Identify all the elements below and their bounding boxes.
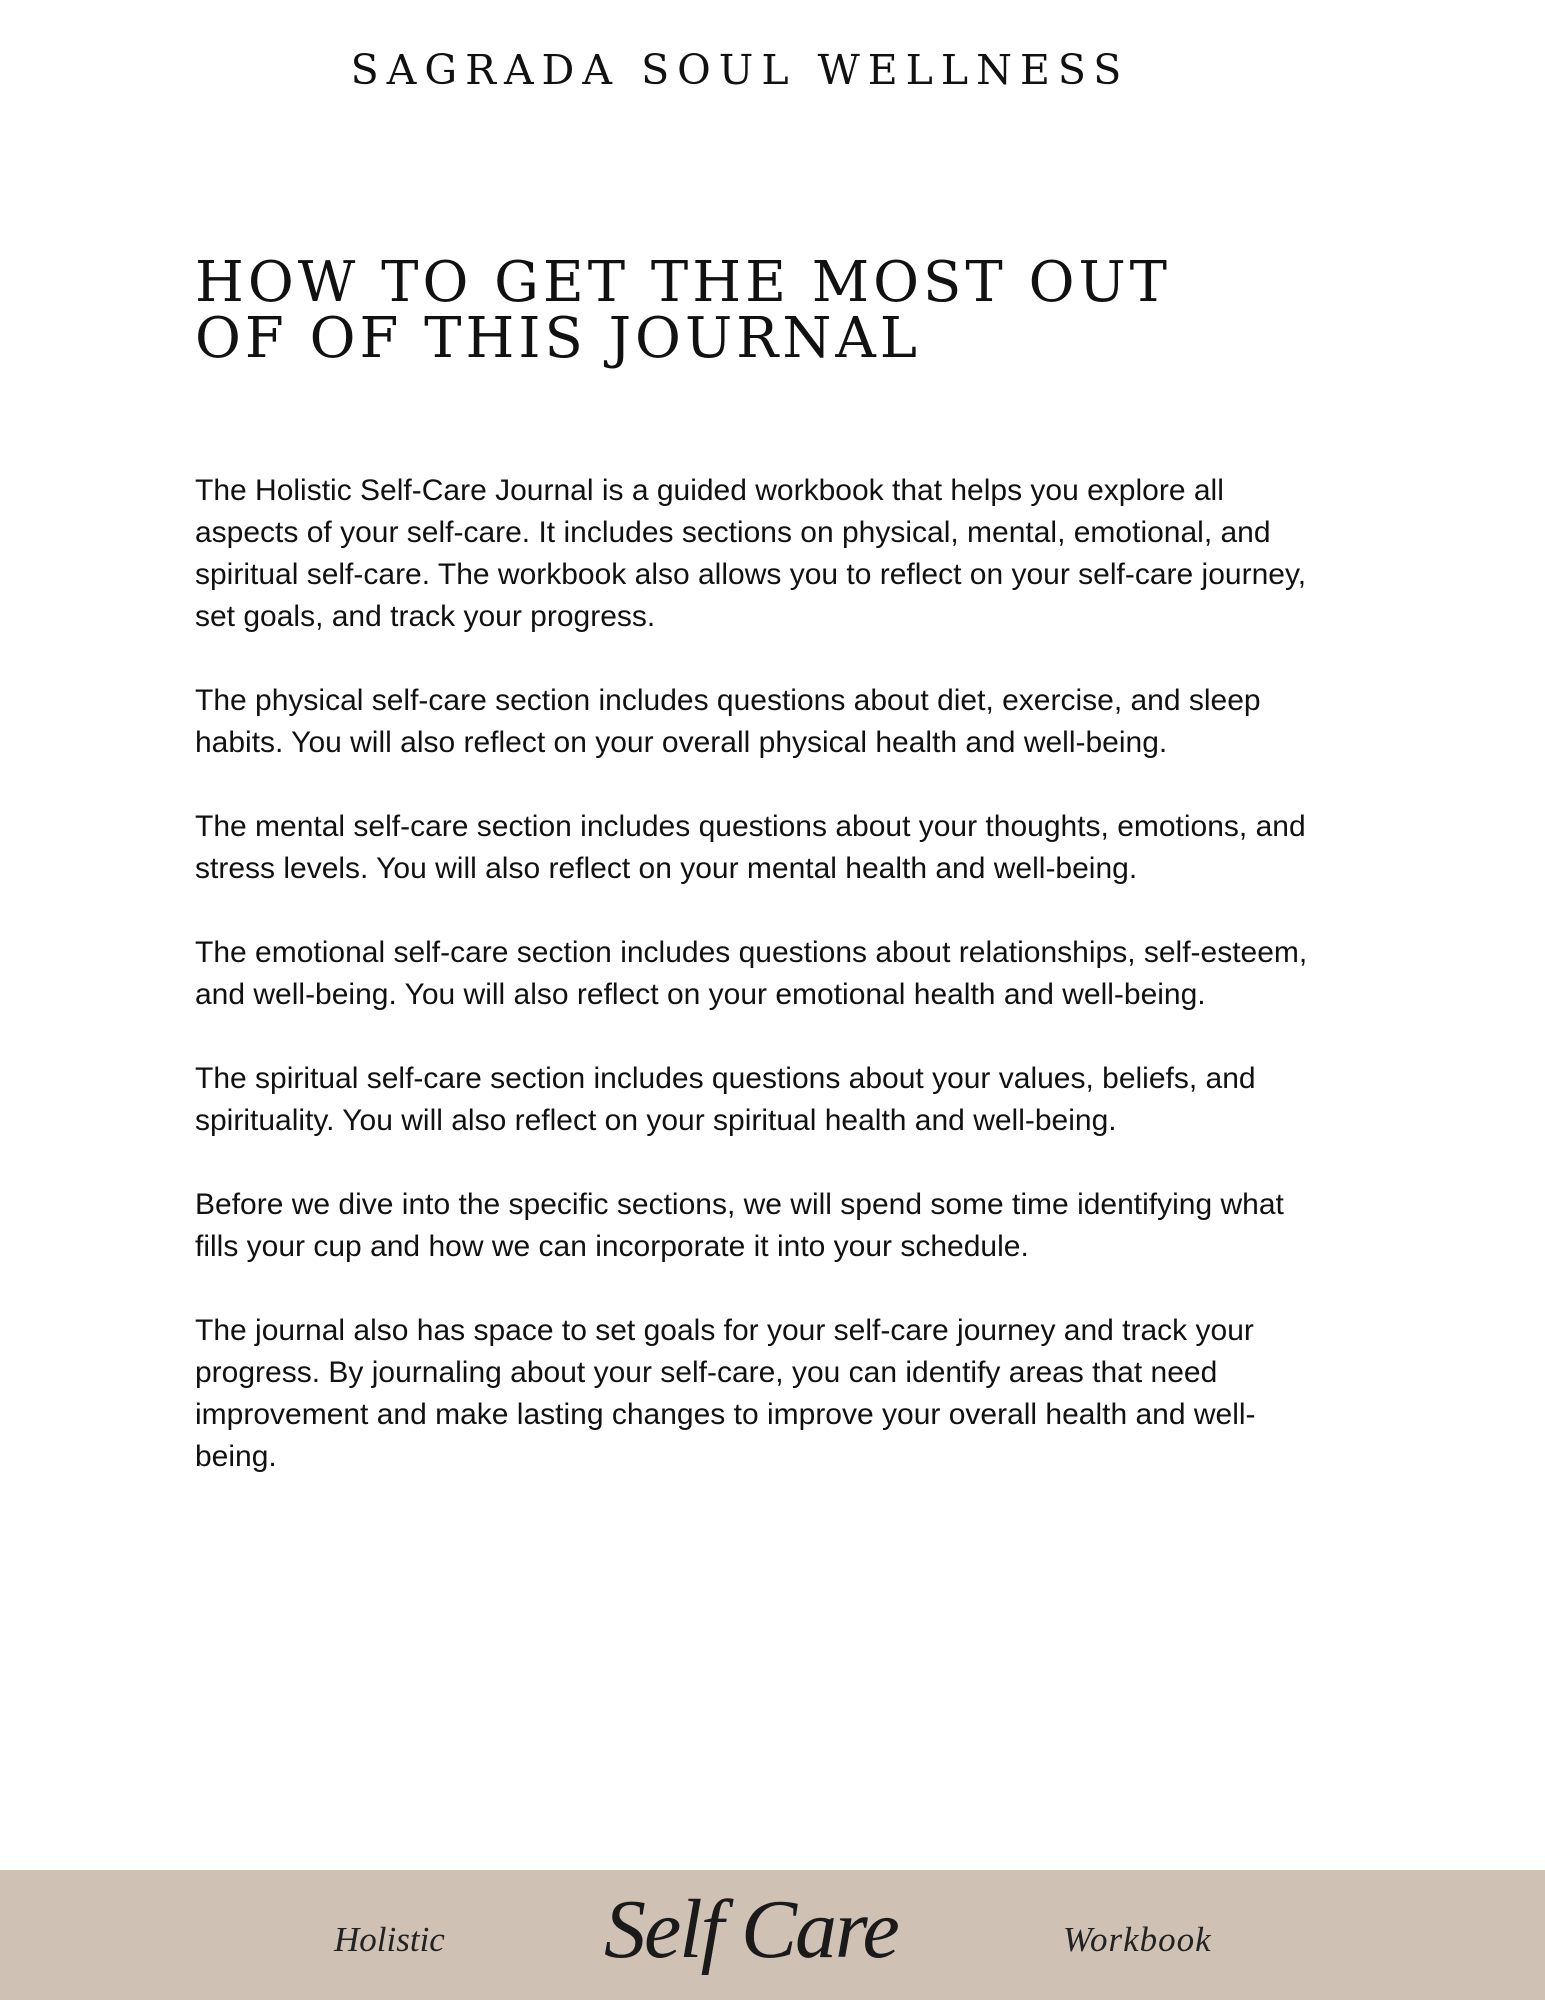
goals-paragraph: The journal also has space to set goals for your self-care journey and track your progress. By journaling about your self-care, you can identify areas that need improvement and make lasting changes to improve your overall health and well-being.	[195, 1314, 1256, 1473]
page-title-line-1: HOW TO GET THE MOST OUT	[195, 250, 1172, 315]
footer-workbook: Workbook	[1063, 1920, 1212, 1959]
fills-cup-paragraph: Before we dive into the specific sections, we will spend some time identifying what fills your cup and how we can incorporate it into your schedule.	[195, 1188, 1284, 1263]
mental-paragraph: The mental self-care section includes questions about your thoughts, emotions, and stress levels. You will also reflect on your mental health and well-being.	[195, 810, 1306, 885]
footer-self-care-logo: Self Care	[604, 1883, 898, 1976]
brand-name: SAGRADA SOUL WELLNESS	[350, 46, 1130, 94]
footer-band	[0, 1870, 1545, 2000]
footer-holistic: Holistic	[334, 1920, 445, 1959]
page-title-line-2: OF OF THIS JOURNAL	[195, 306, 921, 371]
emotional-paragraph: The emotional self-care section includes questions about relationships, self-esteem, and well-being. You will also reflect on your emotional health and well-being.	[195, 936, 1308, 1011]
physical-paragraph: The physical self-care section includes questions about diet, exercise, and sleep habits. You will also reflect on your overall physical health and well-being.	[195, 684, 1261, 759]
page-title	[195, 250, 1172, 371]
spiritual-paragraph: The spiritual self-care section includes questions about your values, beliefs, and spirituality. You will also reflect on your spiritual health and well-being.	[195, 1062, 1256, 1137]
intro-paragraph: The Holistic Self-Care Journal is a guided workbook that helps you explore all aspects of your self-care. It includes sections on physical, mental, emotional, and spiritual self-care. The workbook also allows you to reflect on your self-care journey, set goals, and track your progress.	[195, 474, 1307, 633]
body-text	[195, 470, 1335, 1520]
